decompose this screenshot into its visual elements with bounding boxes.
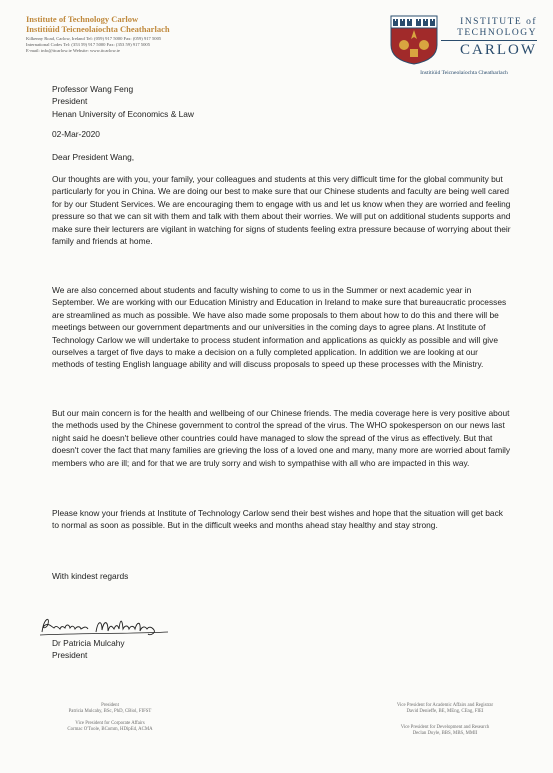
paragraph-3: But our main concern is for the health and wellbeing of our Chinese friends. The media coverage here is very positive about the methods used by the Chinese government to control the spread of the virus. The WHO spokesperson on our news last night said he doesn't believe other countries could have managed to slow the spread of the virus as effectively. But that doesn't cover the fact that many families are grieving the loss of a loved one and many, many more are worried about family members who are ill; and for that we are truly sorry and wish to sympathise with all who are impacted in this way. xyxy=(52,408,511,468)
footer-vp-development: Vice President for Development and Research Declan Doyle, BBS, MBS, MMII xyxy=(400,725,490,737)
institute-name-irish: Institiúid Teicneolaíochta Cheatharlach xyxy=(26,24,170,34)
crest-logo-icon xyxy=(390,15,438,65)
handwritten-signature xyxy=(38,612,178,638)
brand-line-institute: INSTITUTE of xyxy=(460,17,537,27)
institute-contact: E-mail: info@itcarlow.ie Website: www.itcarlow.ie xyxy=(26,48,120,54)
signer-title: President xyxy=(52,650,88,661)
recipient-title: President xyxy=(52,96,88,107)
institute-name-english: Institute of Technology Carlow xyxy=(26,14,139,24)
brand-line-carlow: CARLOW xyxy=(441,40,537,59)
recipient-block xyxy=(52,83,512,120)
letter-date: 02-Mar-2020 xyxy=(52,129,100,139)
brand-irish-name: Institiúid Teicneolaíochta Cheatharlach xyxy=(420,70,508,76)
institute-international-codes: International Codes Tel: (353 59) 917 5000 Fax: (353 59) 917 5005 xyxy=(26,42,150,48)
brand-wordmark xyxy=(441,17,537,59)
institute-address: Kilkenny Road, Carlow, Ireland Tel: (059) 917 5000 Fax: (059) 917 5005 xyxy=(26,36,162,41)
letterhead xyxy=(26,14,316,55)
brand-line-technology: TECHNOLOGY xyxy=(457,28,537,38)
signer-name: Dr Patricia Mulcahy xyxy=(52,638,125,648)
recipient-name: Professor Wang Feng xyxy=(52,84,134,94)
footer-vp-corporate: Vice President for Corporate Affairs Cormac O'Toole, BComm, HDipEd, ACMA xyxy=(67,721,153,733)
paragraph-2: We are also concerned about students and faculty wishing to come to us in the Summer or next academic year in September. We are working with our Education Ministry and Education in Ireland to make sure that bureaucratic processes are streamlined as much as possible. We have also made some proposals to them about how to do this and there will be meetings between our government departments and our universities in the coming days to agree plans. At Institute of Technology Carlow we will undertake to process student information and applications as quickly as possible and will give ourselves a target of five days to make a decision on a fully completed application. In addition we are looking at our methods of testing English language ability and will discuss proposals to speed up these processes with the Ministry. xyxy=(52,285,507,370)
recipient-organization: Henan University of Economics & Law xyxy=(52,108,194,119)
footer-vp-academic: Vice President for Academic Affairs and Registrar David Denieffe, BE, MEng, CEng, FIEI xyxy=(396,703,494,715)
paragraph-1: Our thoughts are with you, your family, your colleagues and students at this very difficult time for the global community but particularly for you in China. We are doing our best to make sure that our Chinese students and faculty are being well cared for by our Student Services. We are encouraging them to engage with us and let us know when they are worried and feeling pressure so that we can sit with them and talk with them about their worries. We will put on additional students supports and make sure their lecturers are vigilant in watching for signs of students feeling extra pressure because of worrying about their family and friends at home. xyxy=(52,174,511,247)
footer-president: President Patricia Mulcahy, BSc, PhD, CBiol, FIFST xyxy=(68,703,152,715)
salutation: Dear President Wang, xyxy=(52,152,135,162)
signer-block xyxy=(52,637,512,662)
closing: With kindest regards xyxy=(52,571,129,581)
paragraph-4: Please know your friends at Institute of Technology Carlow send their best wishes and hope that the situation will get back to normal as soon as possible. But in the difficult weeks and months ahead stay healthy and stay strong. xyxy=(52,508,503,531)
